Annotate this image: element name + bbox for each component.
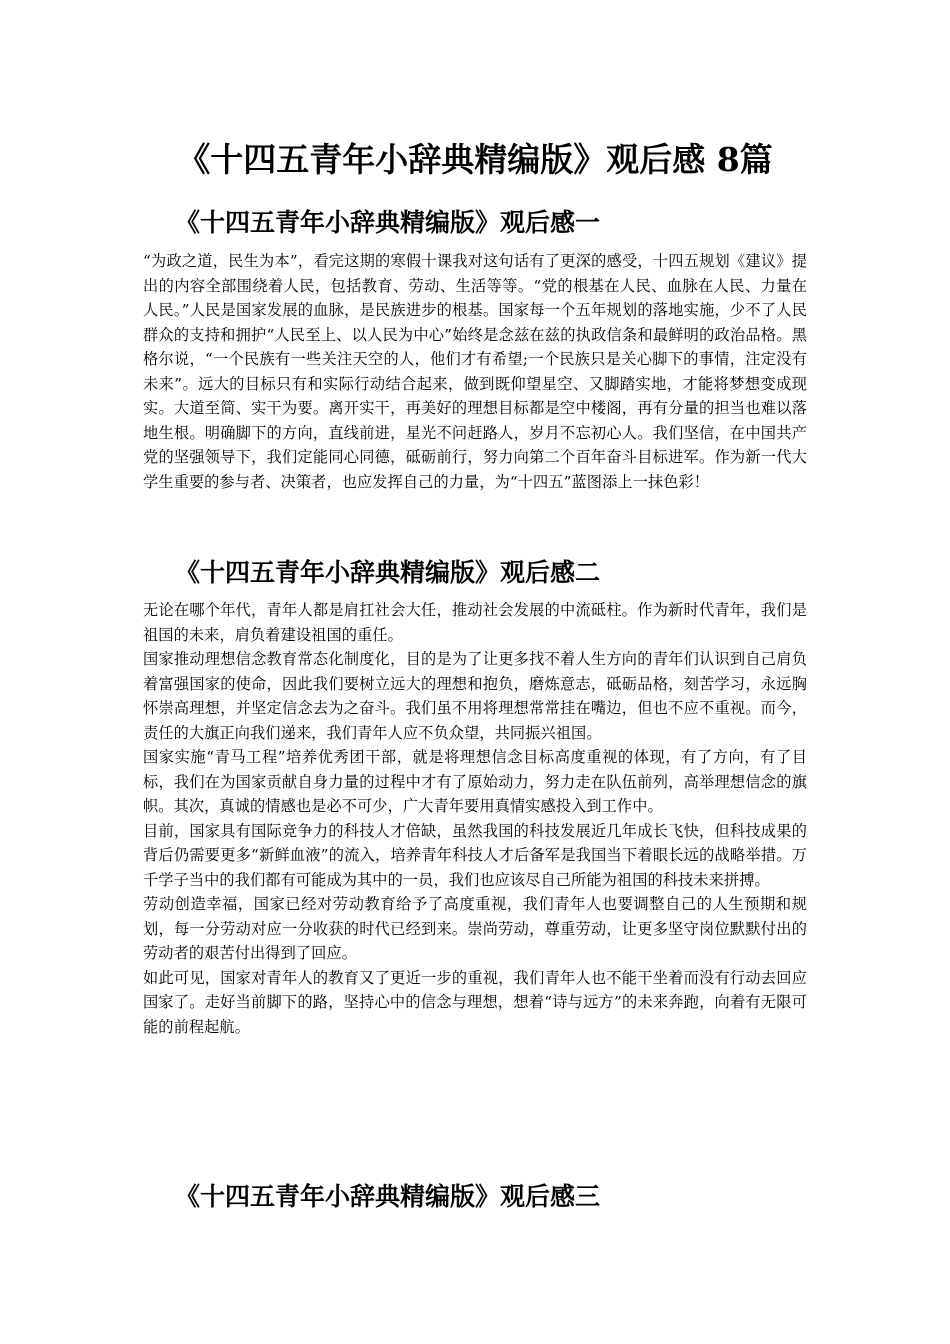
- document-title: 《十四五青年小辞典精编版》观后感 8篇: [177, 140, 773, 179]
- paragraph: 国家实施“青马工程”培养优秀团干部，就是将理想信念目标高度重视的体现，有了方向，有了目标，我们在为国家贡献自身力量的过程中才有了原始动力，努力走在队伍前列，高举理想信念的旗帜。其次，真诚的情感也是必不可少，广大青年要用真情实感投入到工作中。: [143, 748, 807, 815]
- paragraph: 目前，国家具有国际竞争力的科技人才倍缺，虽然我国的科技发展近几年成长飞快，但科技成果的背后仍需要更多“新鲜血液”的流入，培养青年科技人才后备军是我国当下着眼长远的战略举措。万千学子当中的我们都有可能成为其中的一员，我们也应该尽自己所能为祖国的科技未来拼搏。: [143, 821, 807, 889]
- paragraph: 劳动创造幸福，国家已经对劳动教育给予了高度重视，我们青年人也要调整自己的人生预期和规划，每一分劳动对应一分收获的时代已经到来。崇尚劳动，尊重劳动，让更多坚守岗位默默付出的劳动者的艰苦付出得到了回应。: [143, 895, 807, 962]
- paragraph: 国家推动理想信念教育常态化制度化，目的是为了让更多找不着人生方向的青年们认识到自己肩负着富强国家的使命，因此我们要树立远大的理想和抱负，磨炼意志，砥砺品格，刻苦学习，永远胸怀崇高理想，并坚定信念去为之奋斗。我们虽不用将理想常常挂在嘴边，但也不应不重视。而今，责任的大旗正向我们递来，我们青年人应不负众望，共同振兴祖国。: [143, 650, 807, 742]
- paragraph: 无论在哪个年代，青年人都是肩扛社会大任，推动社会发展的中流砥柱。作为新时代青年，我们是祖国的未来，肩负着建设祖国的重任。: [143, 601, 807, 644]
- section-body-1: [143, 249, 807, 494]
- section-heading-2: 《十四五青年小辞典精编版》观后感二: [175, 558, 601, 587]
- section-heading-3: 《十四五青年小辞典精编版》观后感三: [175, 1182, 601, 1211]
- section-heading-1: 《十四五青年小辞典精编版》观后感一: [175, 208, 601, 237]
- section-body-2: [143, 598, 807, 1039]
- paragraph: “为政之道，民生为本”，看完这期的寒假十课我对这句话有了更深的感受，十四五规划《建议》提出的内容全部围绕着人民，包括教育、劳动、生活等等。“党的根基在人民、血脉在人民、力量在人民。”人民是国家发展的血脉，是民族进步的根基。国家每一个五年规划的落地实施，少不了人民群众的支持和拥护“人民至上、以人民为中心”始终是念兹在兹的执政信条和最鲜明的政治品格。黑格尔说，“一个民族有一些关注天空的人，他们才有希望;一个民族只是关心脚下的事情，注定没有未来”。远大的目标只有和实际行动结合起来，做到既仰望星空、又脚踏实地，才能将梦想变成现实。大道至简、实干为要。离开实干，再美好的理想目标都是空中楼阁，再有分量的担当也难以落地生根。明确脚下的方向，直线前进，星光不问赶路人，岁月不忘初心人。我们坚信，在中国共产党的坚强领导下，我们定能同心同德，砥砺前行，努力向第二个百年奋斗目标进军。作为新一代大学生重要的参与者、决策者，也应发挥自己的力量，为“十四五”蓝图添上一抹色彩！: [143, 252, 807, 491]
- paragraph: 如此可见，国家对青年人的教育又了更近一步的重视，我们青年人也不能干坐着而没有行动去回应国家了。走好当前脚下的路，坚持心中的信念与理想，想着“诗与远方”的未来奔跑，向着有无限可能的前程起航。: [143, 968, 807, 1036]
